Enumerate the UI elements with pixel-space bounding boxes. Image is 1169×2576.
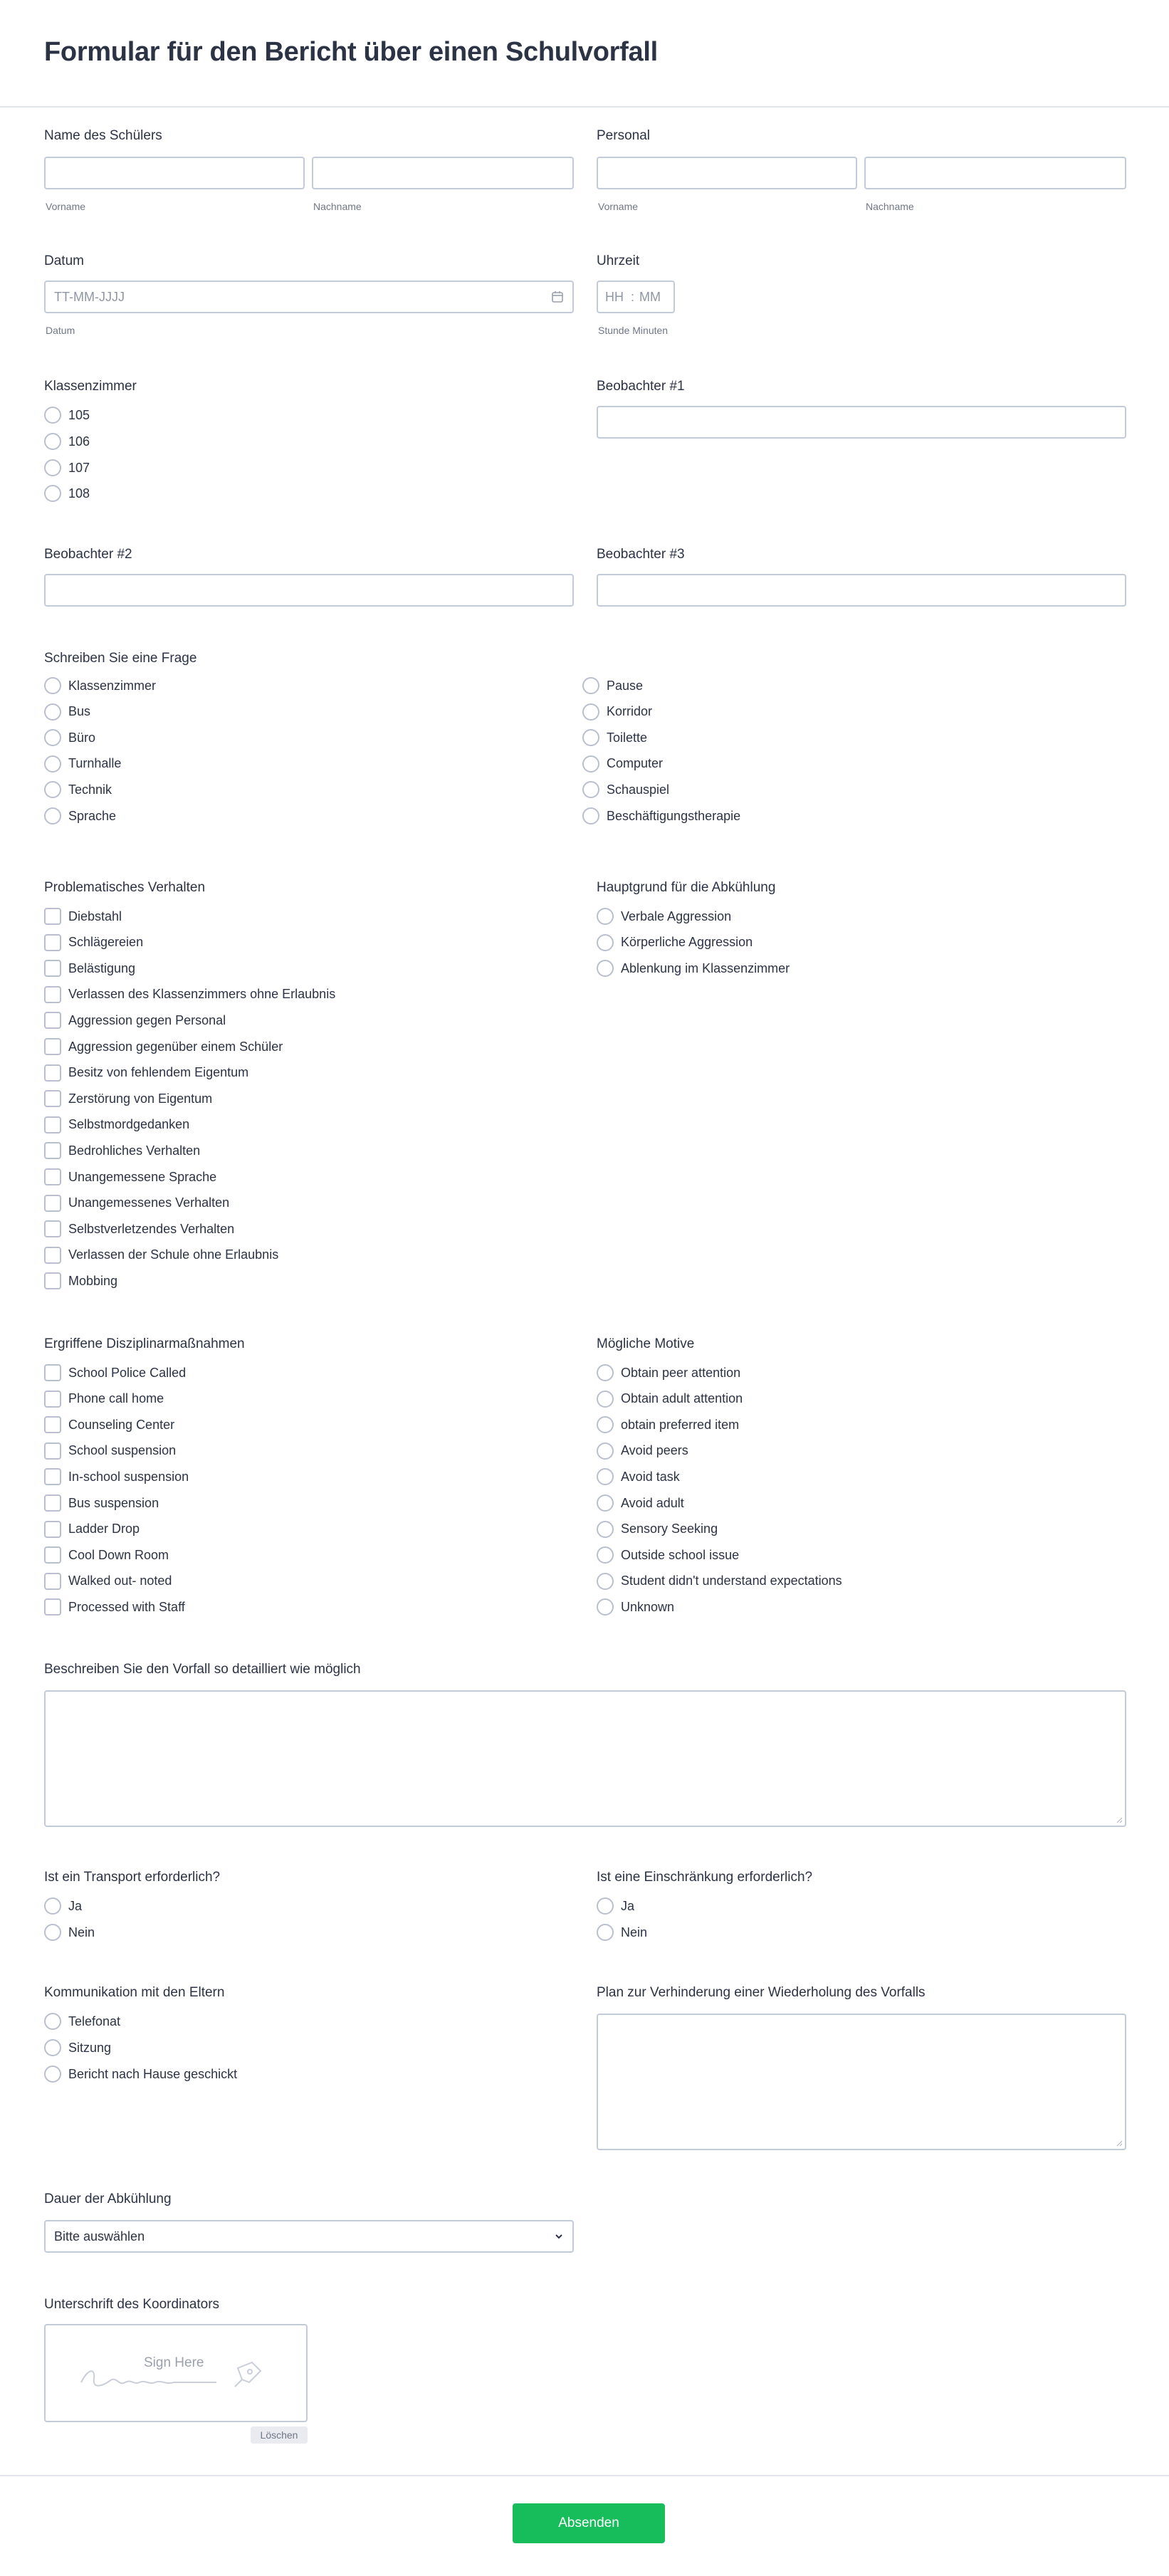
prevention-plan-label: Plan zur Verhinderung einer Wiederholung des Vorfalls: [597, 1985, 926, 2000]
cooldown-reason-option-label: Ablenkung im Klassenzimmer: [621, 960, 790, 975]
checkbox[interactable]: [44, 960, 61, 977]
submit-button[interactable]: Absenden: [513, 2503, 665, 2543]
location-option-label: Beschäftigungstherapie: [607, 808, 741, 823]
time-label: Uhrzeit: [597, 253, 640, 268]
behavior-option[interactable]: [44, 1168, 216, 1186]
behavior-option[interactable]: [44, 907, 122, 926]
parent-comm-label: Kommunikation mit den Eltern: [44, 1985, 225, 2000]
discipline-option[interactable]: [44, 1415, 174, 1434]
behavior-option-label: Belästigung: [68, 960, 136, 975]
discipline-option-label: Counseling Center: [68, 1417, 175, 1432]
chevron-down-icon: [554, 2231, 564, 2241]
motive-option[interactable]: [597, 1494, 684, 1512]
time-field: [597, 252, 1126, 345]
behavior-option-label: Besitz von fehlendem Eigentum: [68, 1065, 249, 1080]
location-option-label: Korridor: [607, 704, 653, 719]
observer2-label: Beobachter #2: [44, 547, 132, 562]
behavior-option[interactable]: [44, 1089, 212, 1108]
observer1-input[interactable]: [597, 406, 1126, 439]
radio-button[interactable]: [44, 807, 61, 824]
radio-button[interactable]: [597, 1364, 614, 1381]
classroom-option-label: 108: [68, 486, 90, 501]
cooldown-duration-label: Dauer der Abkühlung: [44, 2192, 172, 2206]
behavior-label: Problematisches Verhalten: [44, 880, 206, 895]
location-field: [44, 649, 1126, 834]
prevention-plan-field: [597, 1984, 1126, 2154]
behavior-option-label: Schlägereien: [68, 935, 144, 950]
behavior-option[interactable]: [44, 959, 135, 978]
behavior-option-label: Diebstahl: [68, 909, 122, 923]
staff-label: Personal: [597, 128, 650, 143]
location-option[interactable]: [582, 728, 647, 747]
description-textarea[interactable]: [44, 1690, 1126, 1827]
behavior-option-label: Aggression gegenüber einem Schüler: [68, 1039, 283, 1054]
restriction-option-no[interactable]: [597, 1923, 647, 1942]
location-option[interactable]: [44, 780, 112, 799]
signature-field: [44, 2295, 574, 2445]
behavior-option[interactable]: [44, 1037, 283, 1056]
location-option-label: Toilette: [607, 730, 648, 745]
staff-last-name-input[interactable]: [864, 157, 1126, 189]
checkbox[interactable]: [44, 1116, 61, 1133]
location-option[interactable]: [44, 703, 90, 721]
radio-button[interactable]: [44, 677, 61, 694]
radio-button[interactable]: [597, 1924, 614, 1941]
cooldown-reason-label: Hauptgrund für die Abkühlung: [597, 880, 776, 895]
checkbox[interactable]: [44, 1220, 61, 1237]
discipline-option[interactable]: [44, 1546, 169, 1564]
radio-button[interactable]: [597, 908, 614, 925]
transport-option-label: Nein: [68, 1925, 95, 1939]
radio-button[interactable]: [44, 1897, 61, 1915]
transport-label: Ist ein Transport erforderlich?: [44, 1870, 221, 1885]
motive-option[interactable]: [597, 1598, 674, 1616]
behavior-option-label: Mobbing: [68, 1273, 118, 1288]
behavior-option[interactable]: [44, 933, 143, 952]
discipline-option[interactable]: [44, 1390, 164, 1408]
radio-button[interactable]: [582, 781, 599, 798]
transport-field: [44, 1868, 574, 1947]
radio-button[interactable]: [597, 1468, 614, 1485]
location-option-label: Klassenzimmer: [68, 678, 157, 693]
form-title: Formular für den Bericht über einen Schulvorfall: [44, 37, 658, 67]
radio-button[interactable]: [44, 2013, 61, 2030]
discipline-label: Ergriffene Disziplinarmaßnahmen: [44, 1336, 245, 1351]
description-label: Beschreiben Sie den Vorfall so detailliert wie möglich: [44, 1662, 361, 1677]
cooldown-reason-option-label: Verbale Aggression: [621, 909, 732, 923]
radio-button[interactable]: [582, 807, 599, 824]
motive-option[interactable]: [597, 1363, 740, 1382]
cooldown-reason-option[interactable]: [597, 907, 731, 926]
staff-first-name-input[interactable]: [597, 157, 857, 189]
radio-button[interactable]: [44, 2065, 61, 2083]
location-option[interactable]: [44, 807, 116, 825]
transport-option-yes[interactable]: [44, 1897, 82, 1915]
cooldown-reason-option[interactable]: [597, 933, 753, 952]
behavior-option-label: Zerstörung von Eigentum: [68, 1091, 213, 1106]
restriction-field: [597, 1868, 1126, 1947]
observer3-field: [597, 545, 1126, 609]
behavior-option-label: Selbstmordgedanken: [68, 1117, 190, 1132]
parent-comm-option[interactable]: [44, 2038, 111, 2057]
location-option-label: Computer: [607, 756, 664, 771]
checkbox[interactable]: [44, 1038, 61, 1055]
classroom-label: Klassenzimmer: [44, 379, 137, 394]
classroom-field: [44, 377, 574, 506]
motive-option-label: Avoid task: [621, 1469, 680, 1484]
motives-field: [597, 1335, 1126, 1627]
discipline-field: [44, 1335, 574, 1627]
discipline-option[interactable]: [44, 1467, 189, 1486]
behavior-option-label: Aggression gegen Personal: [68, 1012, 226, 1027]
cooldown-reason-option-label: Körperliche Aggression: [621, 935, 753, 950]
classroom-option[interactable]: [44, 459, 90, 477]
student-first-name-input[interactable]: [44, 157, 305, 189]
discipline-option[interactable]: [44, 1363, 186, 1382]
discipline-option-label: School Police Called: [68, 1365, 187, 1380]
radio-button[interactable]: [597, 1416, 614, 1433]
cooldown-reason-field: [597, 879, 1126, 985]
student-name-label: Name des Schülers: [44, 128, 162, 143]
prevention-plan-textarea[interactable]: [597, 2014, 1126, 2150]
behavior-option-label: Unangemessene Sprache: [68, 1169, 217, 1184]
location-option-label: Technik: [68, 782, 112, 797]
radio-button[interactable]: [44, 433, 61, 450]
observer1-label: Beobachter #1: [597, 379, 685, 394]
radio-button[interactable]: [597, 1897, 614, 1915]
resize-grip-icon[interactable]: [1116, 1816, 1123, 1823]
radio-button[interactable]: [44, 485, 61, 502]
description-field: [44, 1660, 1126, 1831]
motive-option-label: Avoid peers: [621, 1443, 688, 1458]
parent-comm-field: [44, 1984, 574, 2090]
discipline-option-label: Ladder Drop: [68, 1522, 140, 1536]
discipline-option-label: In-school suspension: [68, 1469, 189, 1484]
behavior-option-label: Unangemessenes Verhalten: [68, 1195, 230, 1210]
radio-button[interactable]: [597, 1598, 614, 1616]
discipline-option-label: School suspension: [68, 1443, 177, 1458]
discipline-option[interactable]: [44, 1442, 176, 1460]
radio-button[interactable]: [597, 1391, 614, 1408]
behavior-option[interactable]: [44, 985, 335, 1004]
radio-button[interactable]: [44, 407, 61, 424]
radio-button[interactable]: [597, 1494, 614, 1512]
resize-grip-icon[interactable]: [1116, 2140, 1123, 2147]
radio-button[interactable]: [582, 677, 599, 694]
location-option-label: Büro: [68, 730, 96, 745]
discipline-option-label: Phone call home: [68, 1391, 164, 1406]
location-option-label: Bus: [68, 704, 91, 719]
checkbox[interactable]: [44, 1573, 61, 1590]
location-option[interactable]: [582, 703, 652, 721]
radio-button[interactable]: [597, 934, 614, 951]
checkbox[interactable]: [44, 1012, 61, 1029]
checkbox[interactable]: [44, 1468, 61, 1485]
observer3-input[interactable]: [597, 574, 1126, 607]
behavior-option-label: Verlassen der Schule ohne Erlaubnis: [68, 1247, 279, 1262]
radio-button[interactable]: [44, 729, 61, 746]
checkbox[interactable]: [44, 1443, 61, 1460]
parent-comm-option[interactable]: [44, 2012, 120, 2031]
student-name-field: [44, 127, 574, 219]
radio-button[interactable]: [597, 1521, 614, 1538]
location-option[interactable]: [582, 676, 643, 695]
location-option[interactable]: [44, 728, 95, 747]
behavior-option[interactable]: [44, 1220, 234, 1238]
location-option-label: Turnhalle: [68, 756, 122, 771]
time-hours-placeholder: HH: [605, 290, 624, 304]
discipline-option[interactable]: [44, 1572, 172, 1591]
date-label: Datum: [44, 253, 84, 268]
date-placeholder: TT-MM-JJJJ: [54, 290, 125, 304]
restriction-label: Ist eine Einschränkung erforderlich?: [597, 1870, 813, 1885]
student-last-name-sublabel: Nachname: [313, 201, 362, 212]
behavior-option-label: Bedrohliches Verhalten: [68, 1143, 201, 1158]
checkbox[interactable]: [44, 1195, 61, 1212]
motive-option-label: Unknown: [621, 1599, 675, 1614]
motive-option[interactable]: [597, 1442, 688, 1460]
motive-option-label: Outside school issue: [621, 1547, 740, 1562]
signature-hint: Sign Here: [144, 2355, 204, 2370]
checkbox[interactable]: [44, 934, 61, 951]
location-option-label: Sprache: [68, 808, 117, 823]
checkbox[interactable]: [44, 1064, 61, 1082]
checkbox[interactable]: [44, 1494, 61, 1512]
cooldown-reason-option[interactable]: [597, 959, 790, 978]
checkbox[interactable]: [44, 1598, 61, 1616]
motive-option[interactable]: [597, 1546, 739, 1564]
cooldown-duration-selected: Bitte auswählen: [54, 2229, 145, 2243]
restriction-option-label: Nein: [621, 1925, 648, 1939]
radio-button[interactable]: [582, 729, 599, 746]
date-field: [44, 252, 574, 345]
radio-button[interactable]: [44, 2039, 61, 2056]
parent-comm-option-label: Bericht nach Hause geschickt: [68, 2066, 238, 2081]
checkbox[interactable]: [44, 1521, 61, 1538]
form-header: [0, 0, 1169, 108]
student-last-name-input[interactable]: [312, 157, 574, 189]
transport-option-no[interactable]: [44, 1923, 95, 1942]
behavior-option[interactable]: [44, 1116, 189, 1134]
radio-button[interactable]: [44, 459, 61, 476]
transport-option-label: Ja: [68, 1898, 83, 1913]
motive-option-label: Avoid adult: [621, 1495, 684, 1510]
location-option[interactable]: [582, 807, 740, 825]
time-sublabel: Stunde Minuten: [598, 325, 669, 336]
discipline-option-label: Processed with Staff: [68, 1599, 185, 1614]
radio-button[interactable]: [597, 1546, 614, 1564]
discipline-option[interactable]: [44, 1494, 159, 1512]
observer2-field: [44, 545, 574, 609]
behavior-option[interactable]: [44, 1064, 248, 1082]
checkbox[interactable]: [44, 986, 61, 1003]
signature-clear-button[interactable]: Löschen: [251, 2426, 308, 2444]
motives-label: Mögliche Motive: [597, 1336, 695, 1351]
discipline-option[interactable]: [44, 1520, 140, 1539]
behavior-option[interactable]: [44, 1011, 226, 1030]
motive-option-label: Obtain adult attention: [621, 1391, 743, 1406]
behavior-option[interactable]: [44, 1246, 278, 1265]
discipline-option-label: Walked out- noted: [68, 1574, 172, 1588]
location-option[interactable]: [582, 780, 669, 799]
behavior-option-label: Selbstverletzendes Verhalten: [68, 1221, 235, 1236]
staff-last-name-sublabel: Nachname: [866, 201, 914, 212]
location-label: Schreiben Sie eine Frage: [44, 651, 197, 666]
observer3-label: Beobachter #3: [597, 547, 685, 562]
location-option[interactable]: [44, 755, 121, 773]
checkbox[interactable]: [44, 1090, 61, 1107]
motive-option[interactable]: [597, 1390, 743, 1408]
signature-pad[interactable]: [44, 2324, 308, 2422]
motive-option[interactable]: [597, 1572, 842, 1591]
signature-scribble-icon: [74, 2354, 288, 2397]
time-minutes-placeholder: MM: [639, 290, 661, 304]
behavior-option[interactable]: [44, 1141, 200, 1160]
behavior-option[interactable]: [44, 1272, 117, 1290]
parent-comm-option-label: Telefonat: [68, 2014, 121, 2028]
form-footer: [0, 2475, 1169, 2576]
observer2-input[interactable]: [44, 574, 574, 607]
signature-label: Unterschrift des Koordinators: [44, 2297, 220, 2312]
behavior-option-label: Verlassen des Klassenzimmers ohne Erlaubnis: [68, 987, 336, 1002]
checkbox[interactable]: [44, 1142, 61, 1159]
restriction-option-yes[interactable]: [597, 1897, 634, 1915]
motive-option[interactable]: [597, 1467, 680, 1486]
location-option[interactable]: [44, 676, 156, 695]
parent-comm-option[interactable]: [44, 2065, 237, 2083]
checkbox[interactable]: [44, 1272, 61, 1289]
classroom-option-label: 107: [68, 460, 90, 475]
motive-option-label: obtain preferred item: [621, 1417, 740, 1432]
checkbox[interactable]: [44, 908, 61, 925]
restriction-option-label: Ja: [621, 1898, 635, 1913]
classroom-option[interactable]: [44, 484, 90, 503]
behavior-field: [44, 879, 574, 1299]
checkbox[interactable]: [44, 1546, 61, 1564]
parent-comm-option-label: Sitzung: [68, 2040, 112, 2055]
classroom-option[interactable]: [44, 432, 90, 451]
location-option-label: Schauspiel: [607, 782, 670, 797]
location-option-label: Pause: [607, 678, 644, 693]
discipline-option-label: Cool Down Room: [68, 1547, 169, 1562]
radio-button[interactable]: [44, 781, 61, 798]
radio-button[interactable]: [44, 703, 61, 721]
discipline-option-label: Bus suspension: [68, 1495, 159, 1510]
checkbox[interactable]: [44, 1247, 61, 1264]
observer1-field: [597, 377, 1126, 441]
date-sublabel: Datum: [46, 325, 75, 336]
discipline-option[interactable]: [44, 1598, 185, 1616]
radio-button[interactable]: [582, 755, 599, 773]
classroom-option[interactable]: [44, 406, 90, 424]
behavior-option[interactable]: [44, 1194, 229, 1213]
radio-button[interactable]: [44, 1924, 61, 1941]
motive-option-label: Student didn't understand expectations: [621, 1574, 842, 1588]
location-option[interactable]: [582, 755, 663, 773]
cooldown-duration-field: [44, 2190, 574, 2261]
checkbox[interactable]: [44, 1168, 61, 1185]
classroom-option-label: 105: [68, 407, 90, 422]
classroom-option-label: 106: [68, 434, 90, 449]
motive-option[interactable]: [597, 1520, 718, 1539]
motive-option-label: Obtain peer attention: [621, 1365, 741, 1380]
student-first-name-sublabel: Vorname: [46, 201, 86, 212]
cooldown-duration-select[interactable]: [44, 2220, 574, 2253]
checkbox[interactable]: [44, 1364, 61, 1381]
staff-name-field: [597, 127, 1126, 219]
checkbox[interactable]: [44, 1416, 61, 1433]
radio-button[interactable]: [44, 755, 61, 773]
date-input[interactable]: [44, 281, 574, 313]
radio-button[interactable]: [582, 703, 599, 721]
checkbox[interactable]: [44, 1391, 61, 1408]
motive-option-label: Sensory Seeking: [621, 1522, 718, 1536]
staff-first-name-sublabel: Vorname: [598, 201, 639, 212]
radio-button[interactable]: [597, 1443, 614, 1460]
calendar-icon[interactable]: [551, 290, 564, 303]
radio-button[interactable]: [597, 960, 614, 977]
time-separator: :: [631, 290, 635, 304]
radio-button[interactable]: [597, 1573, 614, 1590]
motive-option[interactable]: [597, 1415, 739, 1434]
time-input[interactable]: [597, 281, 675, 313]
